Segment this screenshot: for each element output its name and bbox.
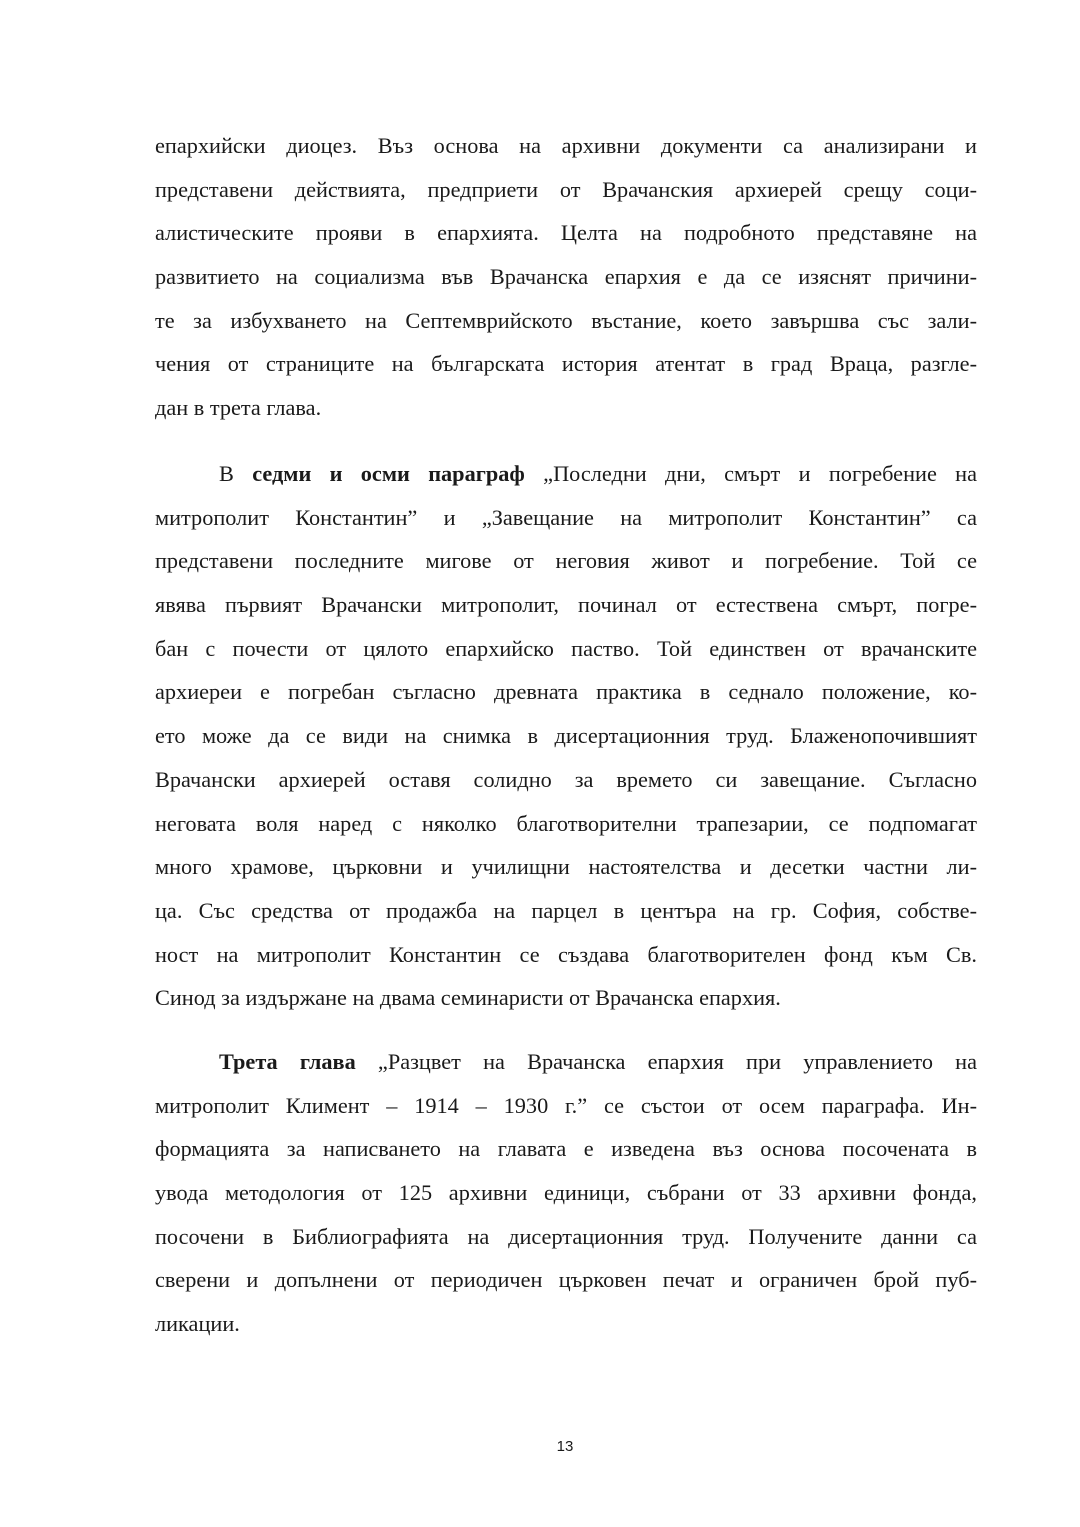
text-line: епархийски диоцез. Въз основа на архивни документи са анализирани и xyxy=(155,133,977,158)
text-line: формацията за написването на главата е изведена въз основа посочената в xyxy=(155,1136,977,1162)
text-line: развитието на социализма във Врачанска епархия е да се изяснят причини- xyxy=(155,264,977,290)
text-rest: „Последни дни, смърт и погребение на xyxy=(524,461,977,486)
text-line: бан с почести от цялото епархийско паство. Той единствен от врачанските xyxy=(155,635,977,661)
text-line: чения от страниците на българската история атентат в град Враца, разгле- xyxy=(155,351,977,377)
paragraph-1 xyxy=(155,124,977,430)
text-line: представени последните мигове от неговия живот и погребение. Той се xyxy=(155,548,977,574)
text-line: алистическите прояви в епархията. Целта на подробното представяне на xyxy=(155,220,977,246)
text-line: неговата воля наред с няколко благотворителни трапезарии, се подпомагат xyxy=(155,810,977,836)
text-line-first xyxy=(155,1040,977,1084)
text-line: ето може да се види на снимка в дисертационния труд. Блаженопочившият xyxy=(155,723,977,749)
text-line: Врачански архиерей оставя солидно за времето си завещание. Съгласно xyxy=(155,766,977,792)
text-line: те за избухването на Септемврийското въстание, което завършва със зали- xyxy=(155,307,977,333)
bold-heading: Трета глава xyxy=(219,1049,356,1074)
text-line-first xyxy=(155,452,977,496)
paragraph-2 xyxy=(155,452,977,1020)
bold-heading: седми и осми параграф xyxy=(252,461,525,486)
text-line: Синод за издържане на двама семинаристи от Врачанска епархия. xyxy=(155,985,781,1011)
text-line: ца. Със средства от продажба на парцел в центъра на гр. София, собстве- xyxy=(155,897,977,923)
text-line: явява първият Врачански митрополит, починал от естествена смърт, погре- xyxy=(155,592,977,618)
page-number: 13 xyxy=(556,1438,574,1455)
text-line: митрополит Константин” и „Завещание на митрополит Константин” са xyxy=(155,504,977,530)
text-line: дан в трета глава. xyxy=(155,395,322,421)
text-line: сверени и допълнени от периодичен църковен печат и ограничен брой пуб- xyxy=(155,1267,977,1293)
paragraph-3 xyxy=(155,1040,977,1346)
text-line: митрополит Климент – 1914 – 1930 г.” се състои от осем параграфа. Ин- xyxy=(155,1092,977,1118)
text-line: много храмове, църковни и училищни настоятелства и десетки частни ли- xyxy=(155,854,977,880)
text-line: представени действията, предприети от Врачанския архиерей срещу соци- xyxy=(155,176,977,202)
text-line: посочени в Библиографията на дисертационния труд. Получените данни са xyxy=(155,1223,977,1249)
text-line: увода методология от 125 архивни единици, събрани от 33 архивни фонда, xyxy=(155,1180,977,1206)
text-line: архиереи е погребан съгласно древната практика в седнало положение, ко- xyxy=(155,679,977,705)
text-line: ликации. xyxy=(155,1311,240,1337)
text-prefix: В xyxy=(219,461,253,486)
text-rest: „Разцвет на Врачанска епархия при управлението на xyxy=(355,1049,978,1074)
text-line: ност на митрополит Константин се създава благотворителен фонд към Св. xyxy=(155,941,977,967)
